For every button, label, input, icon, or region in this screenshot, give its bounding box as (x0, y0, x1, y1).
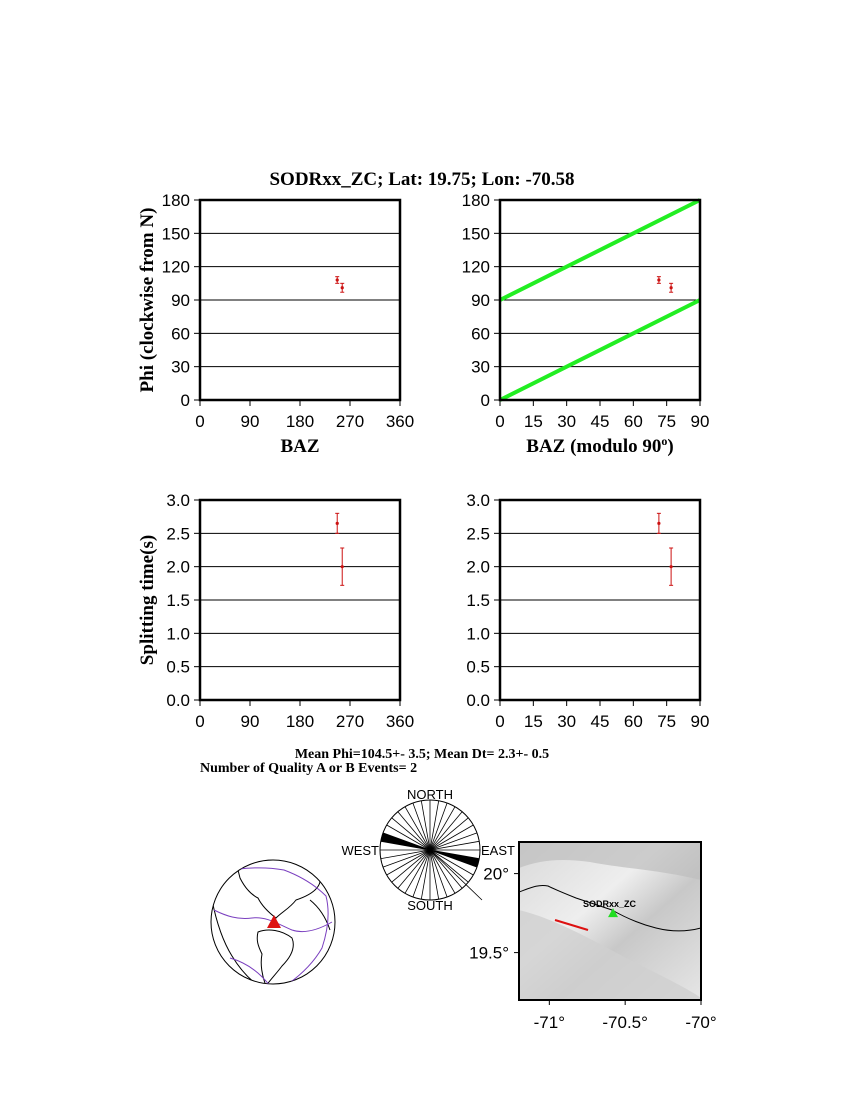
y-tick-label: 120 (461, 257, 490, 277)
x-tick-label: 90 (690, 412, 710, 431)
x-tick-label: 60 (623, 412, 643, 431)
x-axis-label-end: ) (667, 436, 674, 457)
x-tick-label: 360 (385, 712, 415, 731)
x-axis-label: BAZ (modulo 90$^o$) (526, 434, 674, 457)
point-marker (670, 286, 673, 289)
point-marker (336, 522, 339, 525)
point-marker (341, 286, 344, 289)
point-marker (670, 565, 673, 568)
y-tick-label: 30 (171, 357, 190, 377)
rose-label-north: NORTH (407, 787, 453, 802)
y-tick-label: 1.5 (166, 591, 190, 610)
panel-dt_baz (137, 491, 414, 731)
y-tick-label: 2.0 (466, 557, 490, 577)
x-tick-label: 90 (240, 412, 260, 431)
panel-phi_baz_mod90 (462, 191, 710, 457)
map-x-tick-label: -70.5° (602, 1013, 648, 1032)
y-tick-label: 0 (480, 391, 490, 410)
y-tick-label: 180 (461, 191, 490, 210)
null-direction-line (500, 200, 700, 300)
station-label: SODRxx_ZC (583, 899, 637, 910)
map-y-tick-label: 20° (483, 864, 509, 884)
map-x-tick-label: -71° (533, 1013, 566, 1032)
data-point (657, 277, 661, 284)
figure-title: SODRxx_ZC; Lat: 19.75; Lon: -70.58 (269, 169, 575, 190)
x-axis-label: BAZ (280, 436, 320, 457)
x-tick-label: 30 (557, 712, 577, 731)
y-tick-label: 1.5 (466, 591, 490, 610)
x-tick-label: 0 (495, 712, 505, 731)
x-tick-label: 90 (690, 712, 710, 731)
x-tick-label: 15 (523, 412, 543, 431)
x-tick-label: 60 (623, 712, 643, 731)
data-point (340, 548, 344, 585)
x-tick-label: 270 (335, 712, 365, 731)
y-tick-label: 1.0 (166, 624, 190, 644)
x-tick-label: 75 (657, 412, 677, 431)
y-tick-label: 3.0 (166, 491, 190, 510)
y-tick-label: 60 (171, 324, 190, 344)
y-tick-label: 2.0 (166, 557, 190, 577)
x-tick-label: 30 (557, 412, 577, 431)
rose-label-east: EAST (481, 843, 515, 858)
chart-panels (137, 191, 709, 731)
data-point (340, 283, 344, 292)
x-axis-label-sup: o (661, 434, 668, 448)
y-tick-label: 0.5 (466, 657, 490, 677)
y-tick-label: 150 (161, 224, 190, 244)
point-marker (657, 522, 660, 525)
stats-count-line: Number of Quality A or B Events= 2 (200, 761, 418, 776)
null-direction-line (500, 300, 700, 400)
x-tick-label: 75 (657, 712, 677, 731)
panel-dt_baz_mod90 (466, 491, 709, 731)
x-tick-label: 45 (590, 412, 610, 431)
globe-icon (211, 855, 335, 986)
data-point (335, 277, 339, 284)
y-axis-label: Splitting time(s) (137, 534, 158, 666)
y-tick-label: 180 (161, 191, 190, 210)
data-point (657, 513, 661, 533)
x-tick-label: 180 (285, 412, 315, 431)
x-tick-label: 0 (195, 712, 205, 731)
y-tick-label: 90 (171, 291, 190, 310)
y-tick-label: 150 (461, 224, 490, 244)
stats-mean-line: Mean Phi=104.5+- 3.5; Mean Dt= 2.3+- 0.5 (294, 747, 550, 762)
map-x-tick-label: -70° (685, 1013, 717, 1032)
x-tick-label: 0 (495, 412, 505, 431)
y-tick-label: 0.0 (466, 691, 490, 710)
x-tick-label: 45 (590, 712, 610, 731)
x-tick-label: 270 (335, 412, 365, 431)
rose-label-west: WEST (341, 843, 379, 858)
y-tick-label: 120 (161, 257, 190, 277)
x-tick-label: 90 (240, 712, 260, 731)
map-y-tick-label: 19.5° (469, 943, 509, 963)
x-tick-label: 0 (195, 412, 205, 431)
y-tick-label: 60 (471, 324, 490, 344)
data-point (669, 548, 673, 585)
y-tick-label: 3.0 (466, 491, 490, 510)
rose-label-south: SOUTH (407, 898, 453, 913)
data-point (669, 283, 673, 292)
point-marker (336, 278, 339, 281)
y-tick-label: 0.0 (166, 691, 190, 710)
point-marker (341, 565, 344, 568)
y-tick-label: 2.5 (466, 524, 490, 544)
y-tick-label: 0 (180, 391, 190, 410)
y-tick-label: 90 (471, 291, 490, 310)
rose-diagram (341, 787, 515, 913)
y-axis-label: Phi (clockwise from N) (137, 207, 158, 393)
x-tick-label: 15 (523, 712, 543, 731)
y-tick-label: 1.0 (466, 624, 490, 644)
x-tick-label: 180 (285, 712, 315, 731)
station-map (469, 842, 717, 1032)
data-point (335, 513, 339, 533)
panel-phi_baz (137, 191, 414, 457)
y-tick-label: 0.5 (166, 657, 190, 677)
point-marker (657, 278, 660, 281)
y-tick-label: 30 (471, 357, 490, 377)
x-tick-label: 360 (385, 412, 415, 431)
y-tick-label: 2.5 (166, 524, 190, 544)
